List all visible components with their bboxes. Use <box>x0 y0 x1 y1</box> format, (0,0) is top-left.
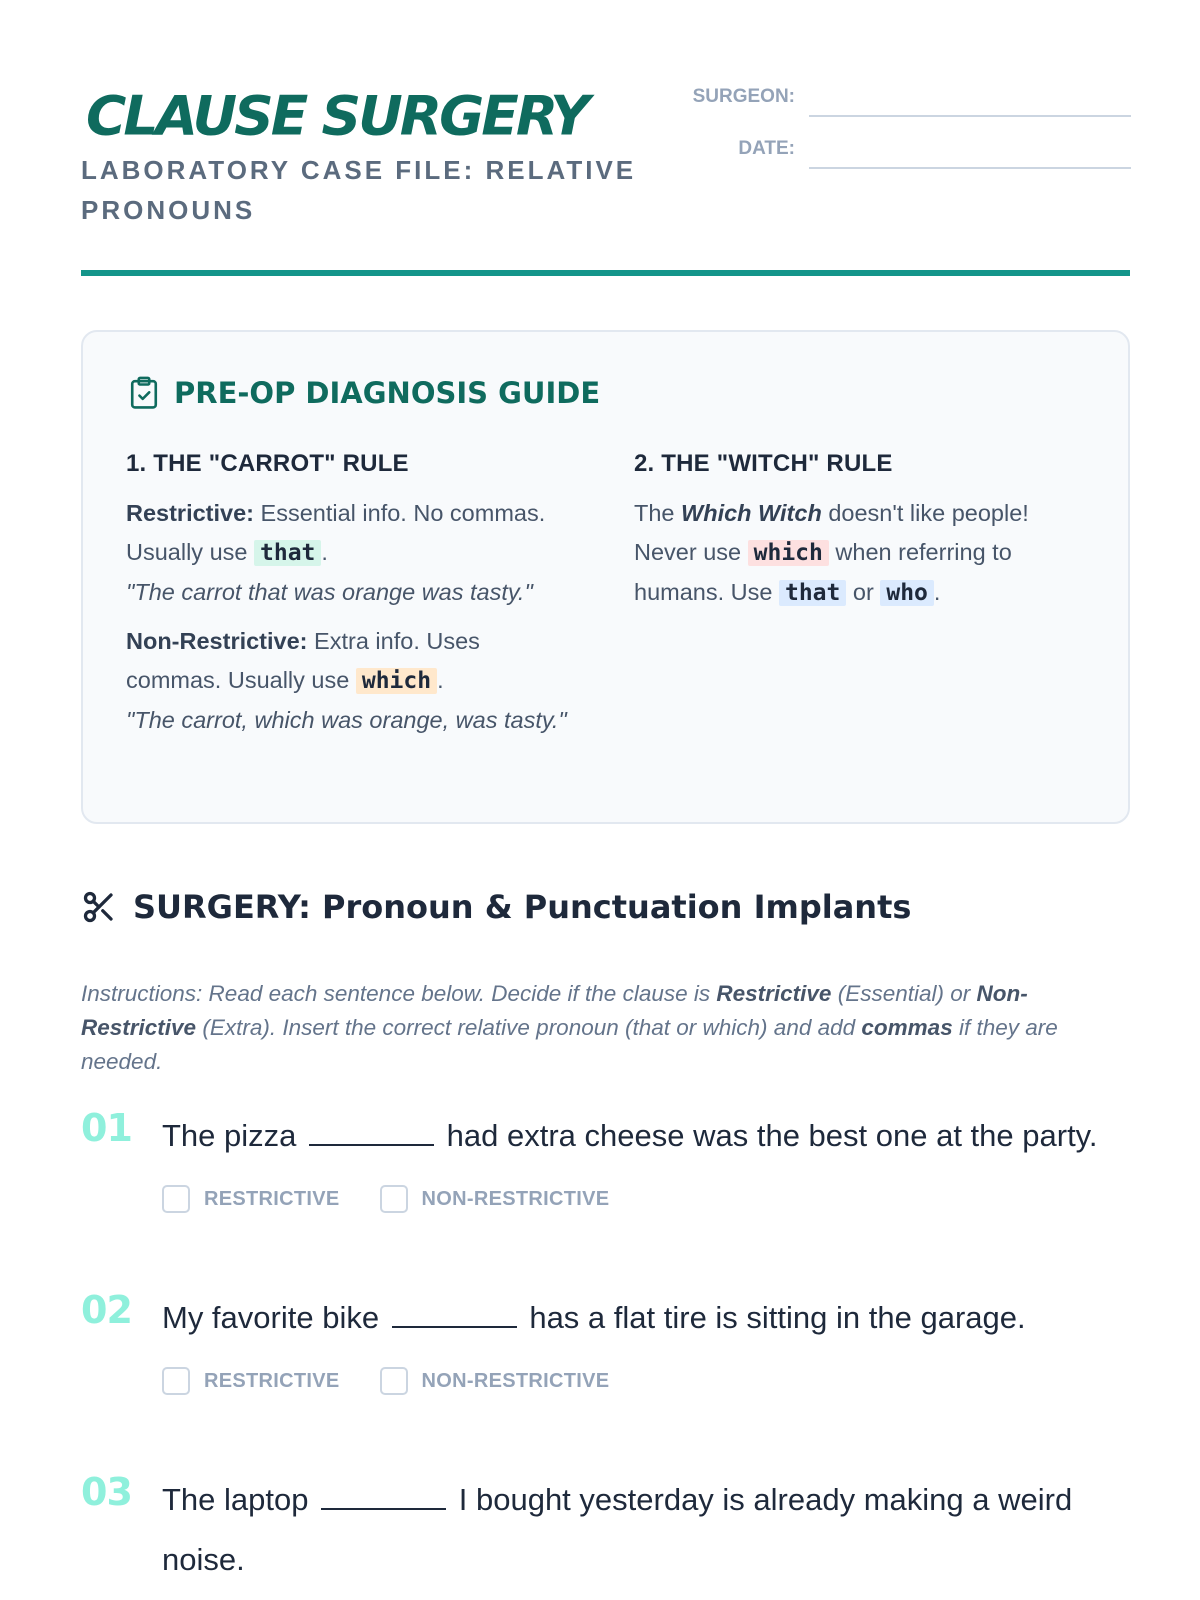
instructions-text-a: Instructions: Read each sentence below. Decide if the clause is <box>81 981 711 1006</box>
option-label: RESTRICTIVE <box>204 1187 340 1210</box>
item-sentence <box>162 1288 1127 1348</box>
code-that: that <box>254 540 321 566</box>
nonrestrictive-example: "The carrot, which was orange, was tasty." <box>126 707 567 733</box>
clipboard-check-icon <box>128 376 160 410</box>
answer-options <box>162 1185 649 1213</box>
item-number: 01 <box>81 1106 132 1150</box>
code-which: which <box>356 668 437 694</box>
sentence-before: The pizza <box>162 1118 297 1153</box>
option-restrictive[interactable] <box>162 1367 340 1395</box>
code-that-blue: that <box>779 580 846 606</box>
surgery-heading <box>81 888 911 926</box>
date-field[interactable] <box>809 167 1131 169</box>
instructions <box>81 977 1130 1079</box>
sentence-after: I bought yesterday is already making a weird noise. <box>162 1482 1073 1577</box>
nonrestrictive-label: Non-Restrictive: <box>126 628 308 654</box>
witch-rule-text: The Which Witch doesn't like people! Never use which when referring to humans. Use that or who . <box>634 500 1029 606</box>
nonrestrictive-definition: Non-Restrictive: Extra info. Uses commas. Usually use which . <box>126 628 480 694</box>
restrictive-example: "The carrot that was orange was tasty." <box>126 579 533 605</box>
carrot-rule <box>126 444 576 740</box>
header <box>81 82 1130 272</box>
which-witch: Which Witch <box>681 500 822 526</box>
witch-rule-heading: 2. THE "WITCH" RULE <box>634 450 893 477</box>
surgery-title: SURGERY: Pronoun & Punctuation Implants <box>133 888 912 926</box>
sentence-before: My favorite bike <box>162 1300 380 1335</box>
answer-options <box>162 1367 649 1395</box>
instructions-restrictive: Restrictive <box>716 981 832 1006</box>
diagnosis-guide <box>81 330 1130 824</box>
surgeon-field[interactable] <box>809 115 1131 117</box>
item-number: 02 <box>81 1288 132 1332</box>
witch-text-a: The <box>634 500 675 526</box>
instructions-text-c: (Extra). Insert the correct relative pronoun (that or which) and add <box>202 1015 856 1040</box>
witch-rule <box>634 444 1084 613</box>
scissors-icon <box>81 889 117 925</box>
item-sentence <box>162 1470 1127 1590</box>
code-which-red: which <box>748 540 829 566</box>
instructions-commas: commas <box>861 1015 953 1040</box>
restrictive-text: Essential info. No commas. Usually use <box>126 500 546 565</box>
option-label: NON-RESTRICTIVE <box>421 1187 610 1210</box>
checkbox[interactable] <box>162 1185 190 1213</box>
guide-title <box>128 376 600 410</box>
instructions-text-d: if they are needed. <box>81 1015 1058 1074</box>
option-label: NON-RESTRICTIVE <box>421 1369 610 1392</box>
instructions-nonrestrictive: Non-Restrictive <box>81 981 1028 1040</box>
code-who: who <box>880 580 934 606</box>
witch-text-or: or <box>852 579 874 605</box>
restrictive-label: Restrictive: <box>126 500 254 526</box>
sentence-after: had extra cheese was the best one at the party. <box>446 1118 1098 1153</box>
instructions-text-b: (Essential) or <box>837 981 971 1006</box>
option-nonrestrictive[interactable] <box>380 1367 610 1395</box>
answer-blank[interactable] <box>321 1478 446 1510</box>
carrot-rule-heading: 1. THE "CARROT" RULE <box>126 450 409 477</box>
date-label: DATE: <box>738 138 795 159</box>
checkbox[interactable] <box>380 1367 408 1395</box>
checkbox[interactable] <box>380 1185 408 1213</box>
page-title: CLAUSE SURGERY <box>86 84 587 148</box>
sentence-after: has a flat tire is sitting in the garage. <box>529 1300 1026 1335</box>
option-label: RESTRICTIVE <box>204 1369 340 1392</box>
witch-text-b: doesn't like people! Never use <box>634 500 1029 565</box>
witch-text-c: when referring to humans. Use <box>634 539 1012 605</box>
page-subtitle: LABORATORY CASE FILE: RELATIVE PRONOUNS <box>81 155 637 225</box>
restrictive-definition: Restrictive: Essential info. No commas. Usually use that . <box>126 500 546 566</box>
item-sentence <box>162 1106 1127 1166</box>
item-number: 03 <box>81 1470 132 1514</box>
guide-title-text: PRE-OP DIAGNOSIS GUIDE <box>174 376 601 410</box>
nonrestrictive-text: Extra info. Uses commas. Usually use <box>126 628 480 693</box>
answer-blank[interactable] <box>392 1296 517 1328</box>
option-nonrestrictive[interactable] <box>380 1185 610 1213</box>
answer-blank[interactable] <box>309 1114 434 1146</box>
surgeon-label: SURGEON: <box>692 86 795 107</box>
header-divider <box>81 270 1130 276</box>
checkbox[interactable] <box>162 1367 190 1395</box>
option-restrictive[interactable] <box>162 1185 340 1213</box>
sentence-before: The laptop <box>162 1482 309 1517</box>
